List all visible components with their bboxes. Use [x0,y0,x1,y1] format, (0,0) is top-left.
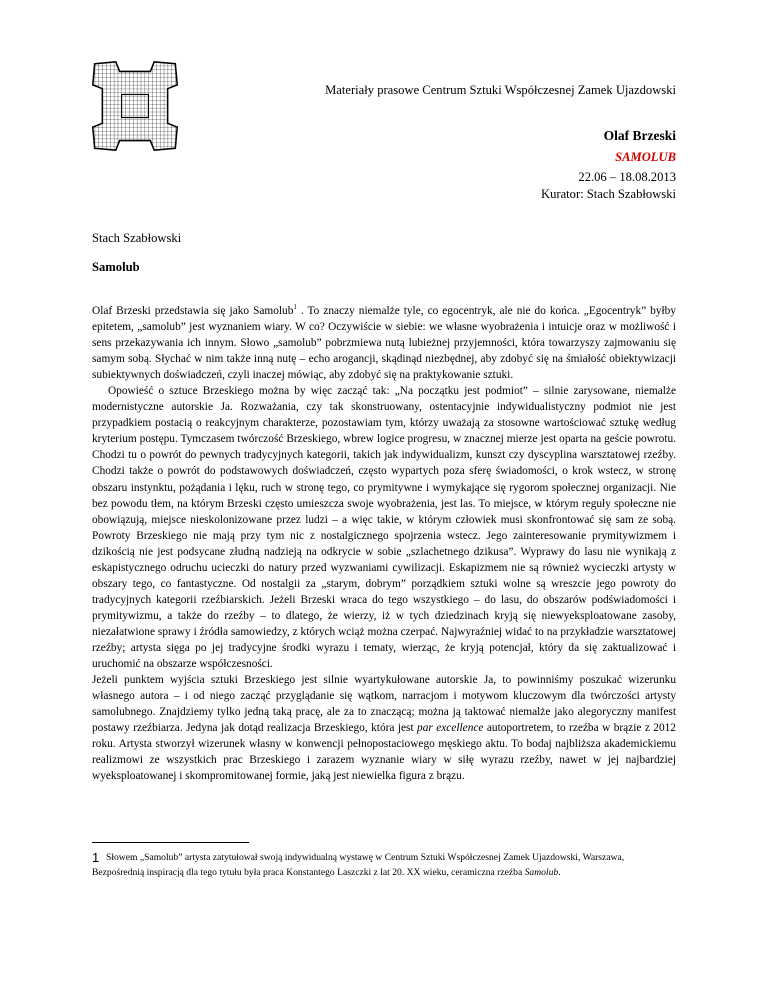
footnote-line-1: Słowem „Samolub” artysta zatytułował swoją indywidualną wystawę w Centrum Sztuki Współczesnej Zamek Ujazdowski, Warszawa, [106,852,625,863]
article-title: Samolub [92,260,140,274]
paragraph-1-rest: . To znaczy niemalże tyle, co egocentryk, ale nie do końca. „Egocentryk” byłby epitetem, „samolub” jest wyznaniem wiary. W co? Oczywiście w siebie: we własne wyobrażenia i intuicje oraz w możliwość i sens przekazywania ich innym. Słowo „samolub” pobrzmiewa nutą lubieżnej przyjemności, która towarzyszy zajmowaniu się samym sobą. Słychać w nim także inną nutę – echo arogancji, skądinąd niezbędnej, aby zdobyć się na śmiałość obiektywizacji subiektywnych doświadczeń, czyli inaczej mówiąc, aby zdobyć się na praktykowanie sztuki. [92,305,676,382]
paragraph-2: Opowieść o sztuce Brzeskiego można by więc zacząć tak: „Na początku jest podmiot” – silnie zarysowane, niemalże modernistyczne autorskie Ja. Rozważania, czy tak skonstruowany, ostentacyjnie indywidualistyczny podmiot nie jest przypadkiem postacią o reakcyjnym charakterze, pozostawiam tym, którzy uważają za stosowne wartościować sztukę według kryterium postępu. Tymczasem twórczość Brzeskiego, wbrew logice progresu, w znacznej mierze jest oparta na geście powrotu. Chodzi tu o powrót do pewnych tradycyjnych kategorii, takich jak indywidualizm, kunszt czy dyscyplina warsztatowej rzeźby. Chodzi także o powrót do podstawowych doświadczeń, często wypartych poza sferę świadomości, o krok wstecz, w stronę obszaru instynktu, pożądania i lęku, ruch w stronę tego, co prymitywne i wymykające się rygorom społecznej organizacji. Nie bez powodu tłem, na którym Brzeski często umieszcza swoje wyobrażenia, jest las. To miejsce, w którym reguły społeczne nie obowiązują, miejsce nieskolonizowane przez ludzi – a więc takie, w którym człowiek musi skonfrontować się sam ze sobą. Powroty Brzeskiego nie mają przy tym nic z nostalgicznego spojrzenia wstecz. Jego zainteresowanie prymitywizmem i dzikością nie jest podsycane złudną nadzieją na odkrycie w sobie „szlachetnego dzikusa”. Wyprawy do lasu nie wynikają z eskapistycznego odruchu ucieczki do natury przed wyzwaniami cywilizacji. Eskapizmem nie są również wycieczki artysty w obszary tego, co fantastyczne. Od nostalgii za „starym, dobrym” porządkiem sztuki wolne są wreszcie jego powroty do tradycyjnych kategorii rzeźbiarskich. Jeżeli Brzeski wraca do tego wszystkiego – do lasu, do obszarów podświadomości i prymitywizmu, a także do rzeźby – to dlatego, że wierzy, iż w tych dziedzinach kryją się niewyeksploatowane zasoby, niezałatwione sprawy i źródła samowiedzy, z których wciąż można czerpać. Najwyraźniej widać to na przykładzie warsztatowej rzeźby; artysta sięga po jej tradycyjne środki wyrazu i tematy, wierząc, że kryją potencjał, który da się zaktualizować i uruchomić na obszarze współczesności. [92,385,676,671]
press-material-header: Materiały prasowe Centrum Sztuki Współczesnej Zamek Ujazdowski [325,83,676,97]
castle-plan-logo-icon [86,58,184,154]
footnote [92,850,692,880]
footnote-number: 1 [92,850,100,865]
artist-name: Olaf Brzeski [603,128,676,143]
paragraph-3-rest: autoportretem, to rzeźba w brązie z 2012 roku. Artysta stworzył wizerunek własny w konwencji pełnopostaciowego męskiego aktu. To bodaj najbliższa akademickiemu realizmowi ze wszystkich prac Brzeskiego i zarazem wyznanie wiary w siłę wyrazu rzeźby, nawet w jej najbardziej wyeksploatowanej i skompromitowanej formie, jaką jest niewielka figura z brązu. [92,722,676,783]
paragraph-3-emphasis: par excellence [417,722,484,735]
exhibition-dates: 22.06 – 18.08.2013 [578,170,676,184]
exhibition-title: SAMOLUB [615,150,676,164]
paragraph-1-start: Olaf Brzeski przedstawia się jako Samolub [92,305,294,317]
curator-line: Kurator: Stach Szabłowski [540,187,676,201]
article-author: Stach Szabłowski [92,231,182,245]
footnote-line-2-text: Bezpośrednią inspiracją dla tego tytułu była praca Konstantego Laszczki z lat 20. XX wieku, ceramiczna rzeźba [92,867,525,878]
footnote-line-2 [92,865,692,880]
footnote-reference[interactable]: 1 [293,303,297,312]
footnote-line-2-end: . [558,867,561,878]
paragraph-3-start: Jeżeli punktem wyjścia sztuki Brzeskiego jest silnie wyartykułowane autorskie Ja, to powinniśmy poszukać wizerunku własnego autora – i od niego zacząć przyglądanie się wątkom, narracjom i motywom kluczowym dla twórczości artysty samolubnego. Znajdziemy tylko jedną taką pracę, ale za to znaczącą; można ją taktować niemalże jako alegoryczny manifest postawy rzeźbiarza. Jedyna jak dotąd realizacja Brzeskiego, która jest [92,674,676,735]
footnote-work-title: Samolub [524,867,559,878]
article-body [92,303,676,784]
paragraph-3 [92,672,676,784]
footnote-divider [92,842,249,843]
paragraph-1 [92,303,676,383]
